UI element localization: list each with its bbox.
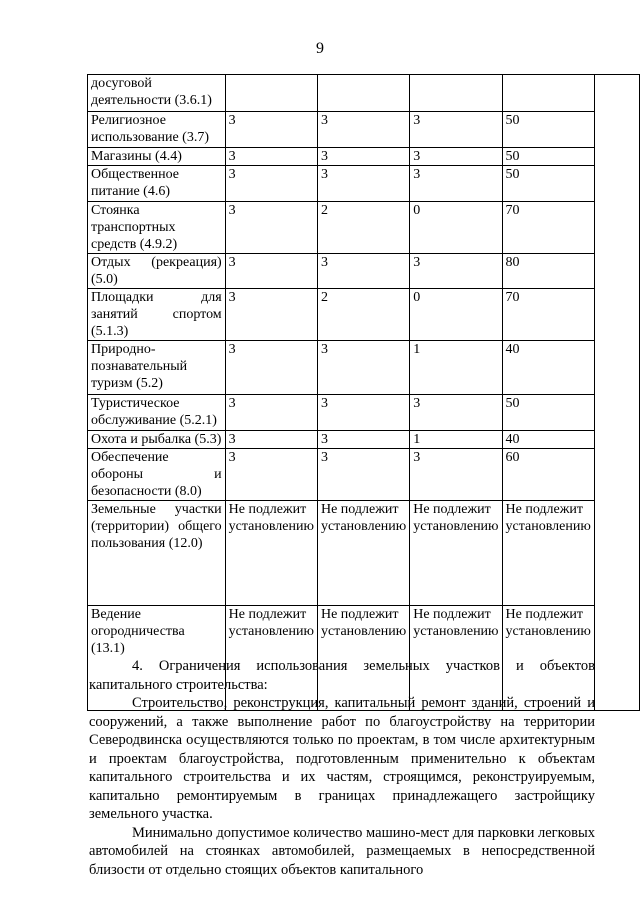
table-cell-value: 1 — [410, 341, 502, 395]
table-cell-land-use: Ведение огородничества (13.1) — [88, 606, 226, 711]
table-cell-value: 3 — [225, 395, 317, 431]
table-cell-land-use: Природно-познавательный туризм (5.2) — [88, 341, 226, 395]
table-row — [88, 341, 640, 395]
table-cell-value: 3 — [225, 148, 317, 166]
table-cell-land-use: Земельные участки (территории) общего пользования (12.0) — [88, 501, 226, 606]
table-cell-land-use: Общественное питание (4.6) — [88, 166, 226, 202]
table-cell-value: 3 — [410, 254, 502, 289]
table-cell-land-use: Туристическое обслуживание (5.2.1) — [88, 395, 226, 431]
table-cell-land-use: Стоянка транспортных средств (4.9.2) — [88, 202, 226, 254]
table-cell-value: 3 — [225, 112, 317, 148]
table-row — [88, 501, 640, 606]
table-cell-value: 80 — [502, 254, 594, 289]
table-cell-value: 0 — [410, 202, 502, 254]
table-row — [88, 431, 640, 449]
table-cell-value: 3 — [410, 148, 502, 166]
table-cell-value — [317, 75, 409, 112]
table-cell-value: 3 — [225, 166, 317, 202]
table-cell-value: Не подлежит установлению — [502, 501, 594, 606]
land-use-parameters-table — [87, 74, 640, 711]
table-cell-value: 3 — [225, 254, 317, 289]
table-cell-value: 60 — [502, 449, 594, 501]
table-cell-value: 50 — [502, 148, 594, 166]
table-cell-value: Не подлежит установлению — [225, 606, 317, 711]
table-cell-value: 3 — [410, 112, 502, 148]
table-cell-value: 40 — [502, 341, 594, 395]
table-cell-land-use: Отдых (рекреация) (5.0) — [88, 254, 226, 289]
table-cell-value: 50 — [502, 112, 594, 148]
table-cell-value — [502, 75, 594, 112]
table-cell-value: Не подлежит установлению — [225, 501, 317, 606]
table-cell-value: 3 — [225, 341, 317, 395]
body-text — [89, 657, 595, 879]
table-cell-value: 40 — [502, 431, 594, 449]
table-cell-value: Не подлежит установлению — [502, 606, 594, 711]
table-row — [88, 449, 640, 501]
table-cell-value: 50 — [502, 166, 594, 202]
table-cell-land-use: Магазины (4.4) — [88, 148, 226, 166]
paragraph: 4. Ограничения использования земельных участков и объектов капитального строительства: — [89, 658, 595, 693]
table-row — [88, 148, 640, 166]
table-cell-value — [410, 75, 502, 112]
table-cell-merged — [594, 75, 639, 711]
table-cell-value: 3 — [225, 202, 317, 254]
table-cell-value: 3 — [225, 431, 317, 449]
table-cell-value: 3 — [225, 289, 317, 341]
table-cell-land-use: Охота и рыбалка (5.3) — [88, 431, 226, 449]
table-cell-value — [225, 75, 317, 112]
table-row — [88, 289, 640, 341]
table-cell-value: 3 — [317, 148, 409, 166]
table-cell-land-use: Религиозное использование (3.7) — [88, 112, 226, 148]
table-cell-value: 3 — [410, 395, 502, 431]
table-cell-land-use: досуговой деятельности (3.6.1) — [88, 75, 226, 112]
table-cell-value: 3 — [317, 395, 409, 431]
table-cell-value: 1 — [410, 431, 502, 449]
paragraph: Строительство, реконструкция, капитальный ремонт зданий, строений и сооружений, а также выполнение работ по благоустройству на территории Северодвинска осуществляются только по проектам, в том числе архитектурным и проектам благоустройства, подготовленным применительно к объектам капитального строительства и их частям, строящимся, реконструируемым, капитально ремонтируемым в границах принадлежащего застройщику земельного участка. — [89, 695, 595, 822]
table-cell-value: 3 — [317, 166, 409, 202]
table-cell-value: 3 — [317, 254, 409, 289]
table-cell-land-use: Обеспечение обороны и безопасности (8.0) — [88, 449, 226, 501]
table-cell-value: 50 — [502, 395, 594, 431]
table-cell-land-use: Площадки для занятий спортом (5.1.3) — [88, 289, 226, 341]
table-cell-value: 70 — [502, 202, 594, 254]
table-row — [88, 254, 640, 289]
table-row — [88, 202, 640, 254]
table-cell-value: 3 — [410, 166, 502, 202]
table-row — [88, 112, 640, 148]
table-cell-value: 2 — [317, 202, 409, 254]
table-row — [88, 75, 640, 112]
page-number: 9 — [316, 40, 324, 57]
table-cell-value: Не подлежит установлению — [317, 501, 409, 606]
table-cell-value: Не подлежит установлению — [410, 501, 502, 606]
table-cell-value: 3 — [317, 431, 409, 449]
table-row — [88, 166, 640, 202]
table-cell-value: 3 — [317, 341, 409, 395]
table-cell-value: 2 — [317, 289, 409, 341]
table-cell-value: 3 — [317, 449, 409, 501]
table-cell-value: 3 — [225, 449, 317, 501]
table-cell-value: 70 — [502, 289, 594, 341]
table-cell-value: 3 — [317, 112, 409, 148]
table-cell-value: Не подлежит установлению — [410, 606, 502, 711]
table-cell-value: Не подлежит установлению — [317, 606, 409, 711]
table-cell-value: 0 — [410, 289, 502, 341]
table-row — [88, 395, 640, 431]
table-cell-value: 3 — [410, 449, 502, 501]
paragraph: Минимально допустимое количество машино-мест для парковки легковых автомобилей на стоянках автомобилей, размещаемых в непосредственной близости от отдельно стоящих объектов капитального — [89, 824, 595, 878]
